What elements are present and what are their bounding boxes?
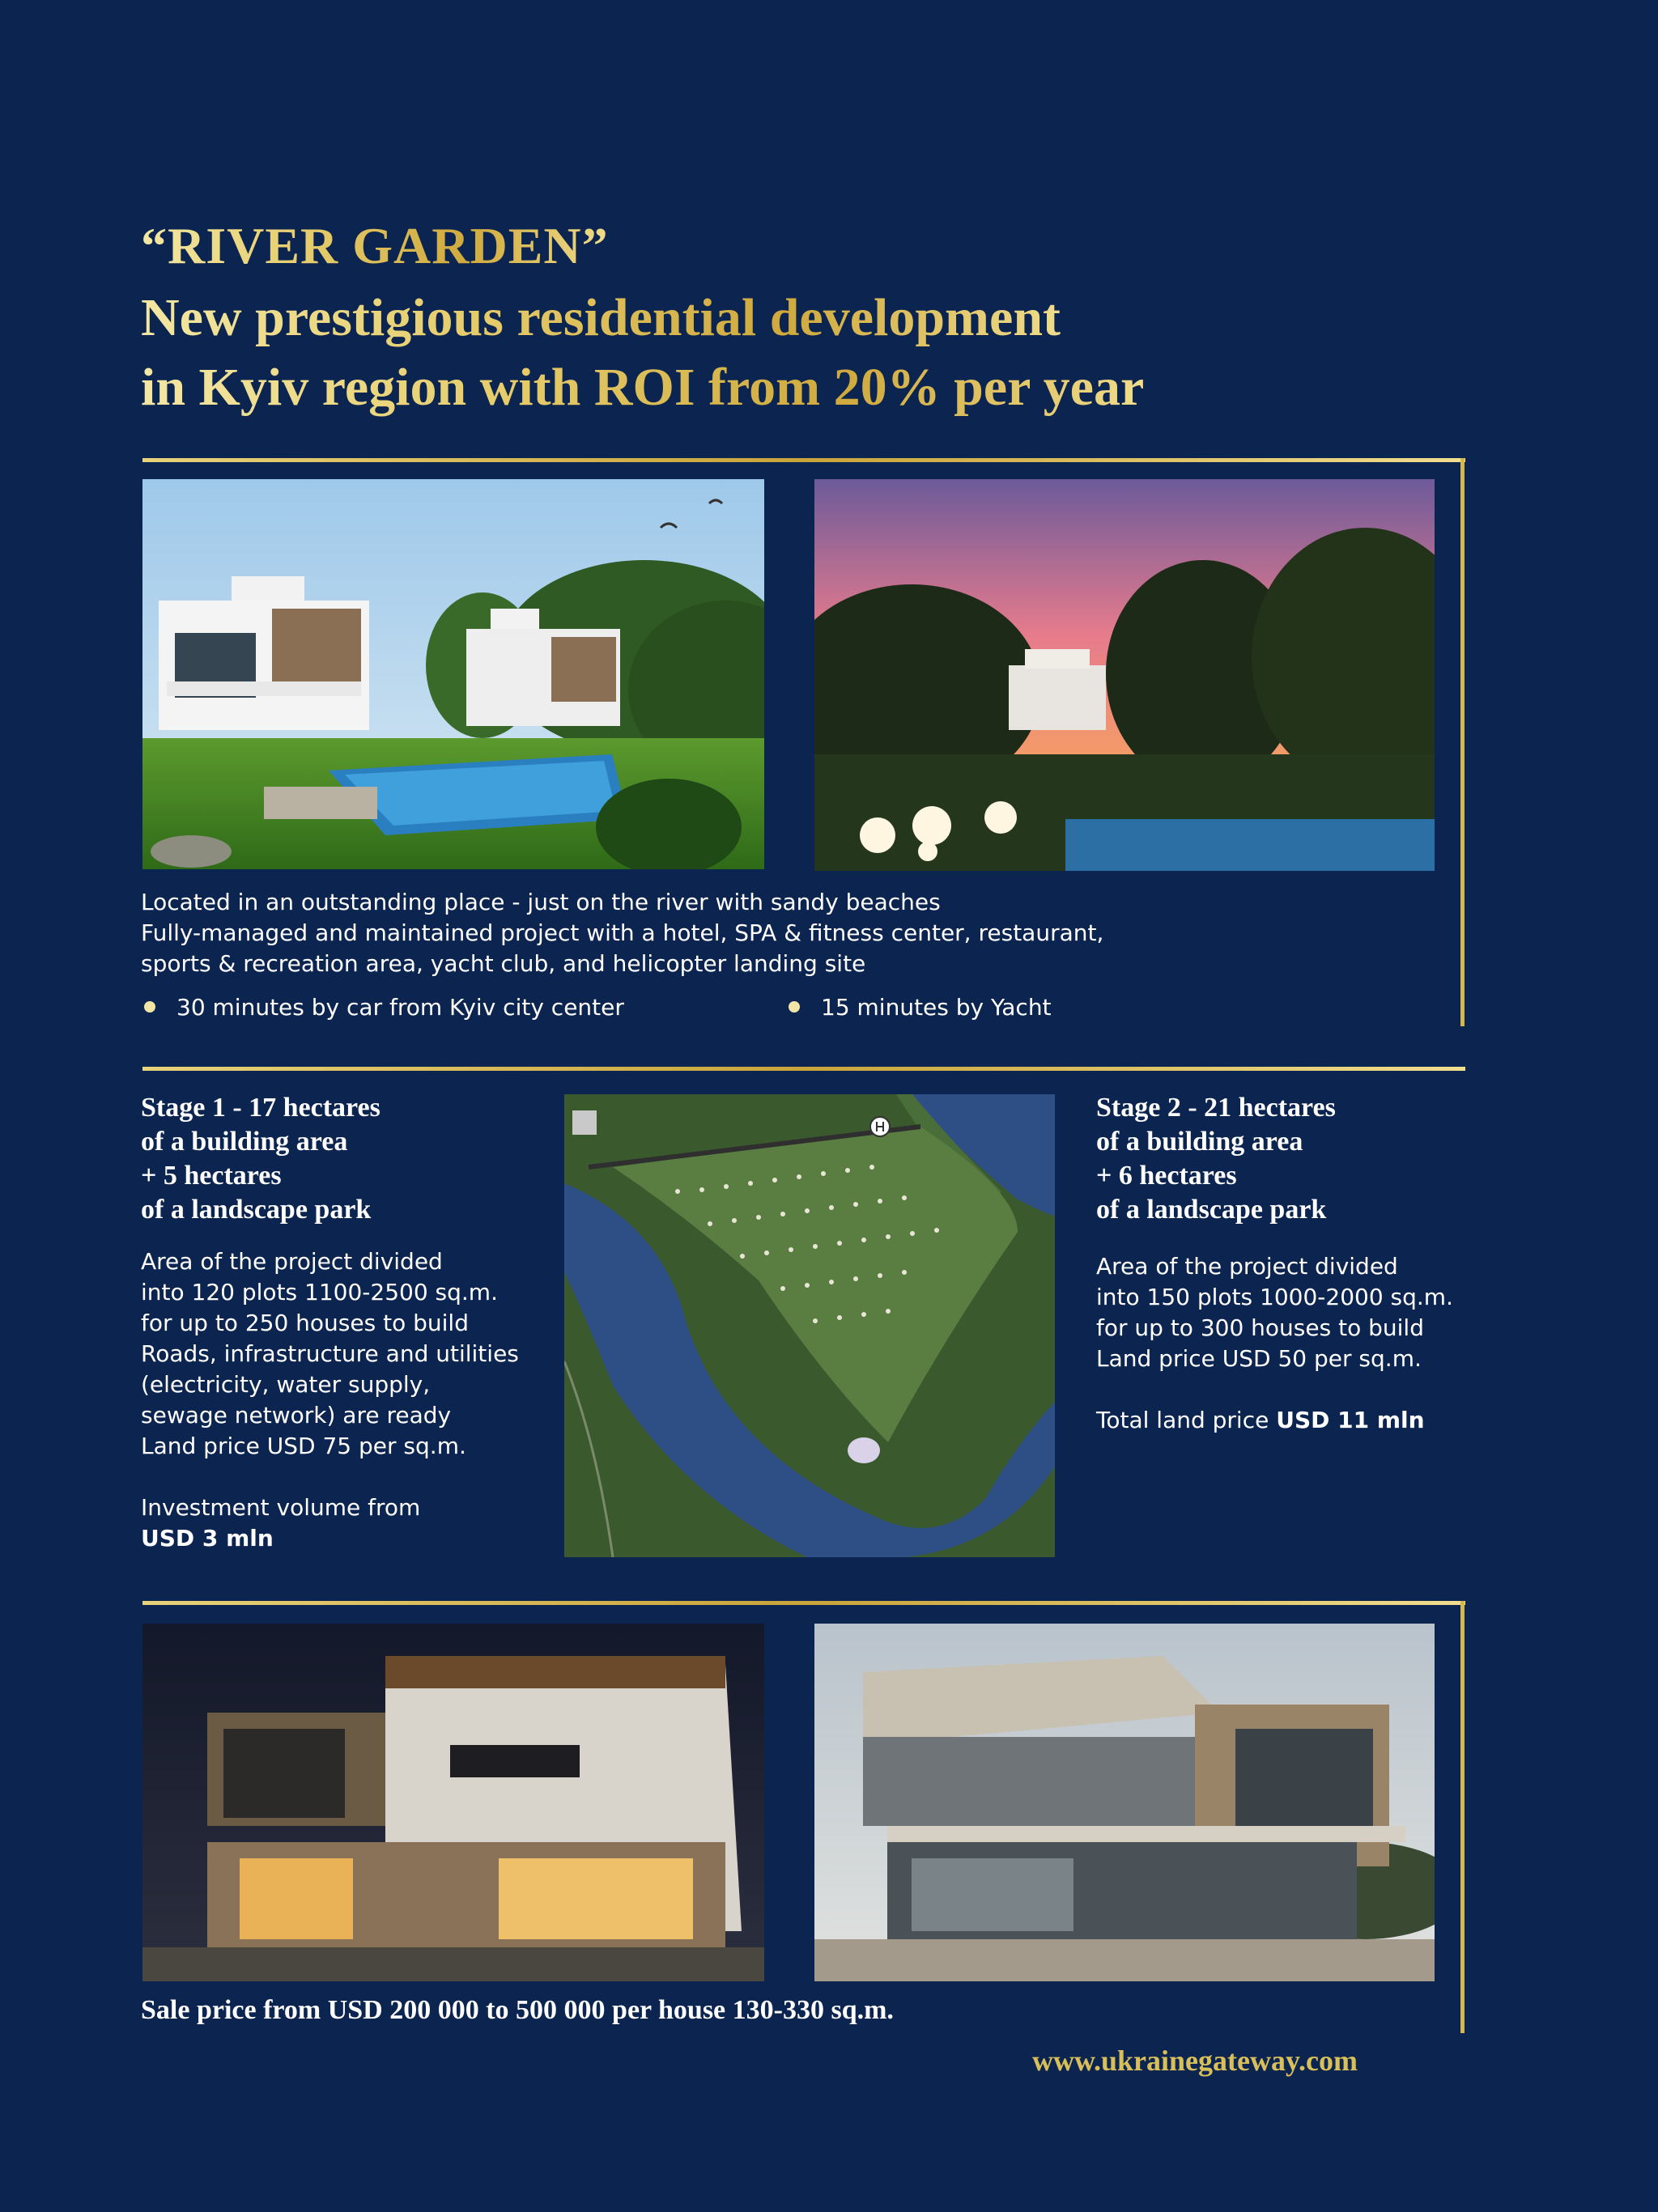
sale-price-text: Sale price from USD 200 000 to 500 000 per house 130-330 sq.m. (141, 1995, 894, 2025)
divider-top (142, 458, 1465, 462)
modern-house-photo (814, 1624, 1435, 1981)
frame-right-bottom (1460, 1601, 1465, 2033)
stage1-investment-value: USD 3 mln (141, 1525, 274, 1552)
project-title: “RIVER GARDEN” (141, 212, 609, 280)
bullet-car-time (144, 992, 624, 1023)
bullet-yacht-time (789, 992, 1052, 1023)
stage2-total-label: Total land price (1096, 1407, 1277, 1433)
bullet-dot-icon (144, 1001, 155, 1013)
divider-bottom (142, 1601, 1465, 1605)
night-house-photo (142, 1624, 764, 1981)
headline-line-1: New prestigious residential development (141, 283, 1061, 353)
stage1-description: Area of the project divided into 120 plots 1100-2500 sq.m. for up to 250 houses to build Roads, infrastructure and utilities (electricity, water supply, sewage network) are ready Land price USD 75 per sq.m. Investment volume from USD 3 mln (141, 1248, 519, 1552)
stage2-description: Area of the project divided into 150 plots 1000-2000 sq.m. for up to 300 houses to build Land price USD 50 per sq.m. Total land price USD 11 mln (1096, 1253, 1453, 1433)
sunset-yacht-garden-photo (814, 479, 1435, 871)
villa-with-pool-photo (142, 479, 764, 869)
intro-line-2: Fully-managed and maintained project with a hotel, SPA & fitness center, restaurant, (141, 919, 1104, 946)
site-plan-map (564, 1094, 1055, 1557)
intro-line-1: Located in an outstanding place - just on the river with sandy beaches (141, 889, 941, 915)
divider-middle (142, 1067, 1465, 1071)
bullet-car-text: 30 minutes by car from Kyiv city center (176, 994, 624, 1021)
intro-line-3: sports & recreation area, yacht club, and helicopter landing site (141, 950, 866, 977)
bullet-dot-icon (789, 1001, 800, 1013)
stage2-heading: Stage 2 - 21 hectares of a building area + 6 hectares of a landscape park (1096, 1093, 1336, 1225)
stage1-heading: Stage 1 - 17 hectares of a building area + 5 hectares of a landscape park (141, 1093, 380, 1225)
stage2-total-value: USD 11 mln (1276, 1407, 1425, 1433)
frame-right-top (1460, 458, 1465, 1026)
bullet-yacht-text: 15 minutes by Yacht (821, 994, 1052, 1021)
headline-line-2: in Kyiv region with ROI from 20% per year (141, 353, 1144, 422)
website-link[interactable]: www.ukrainegateway.com (1032, 2044, 1358, 2077)
